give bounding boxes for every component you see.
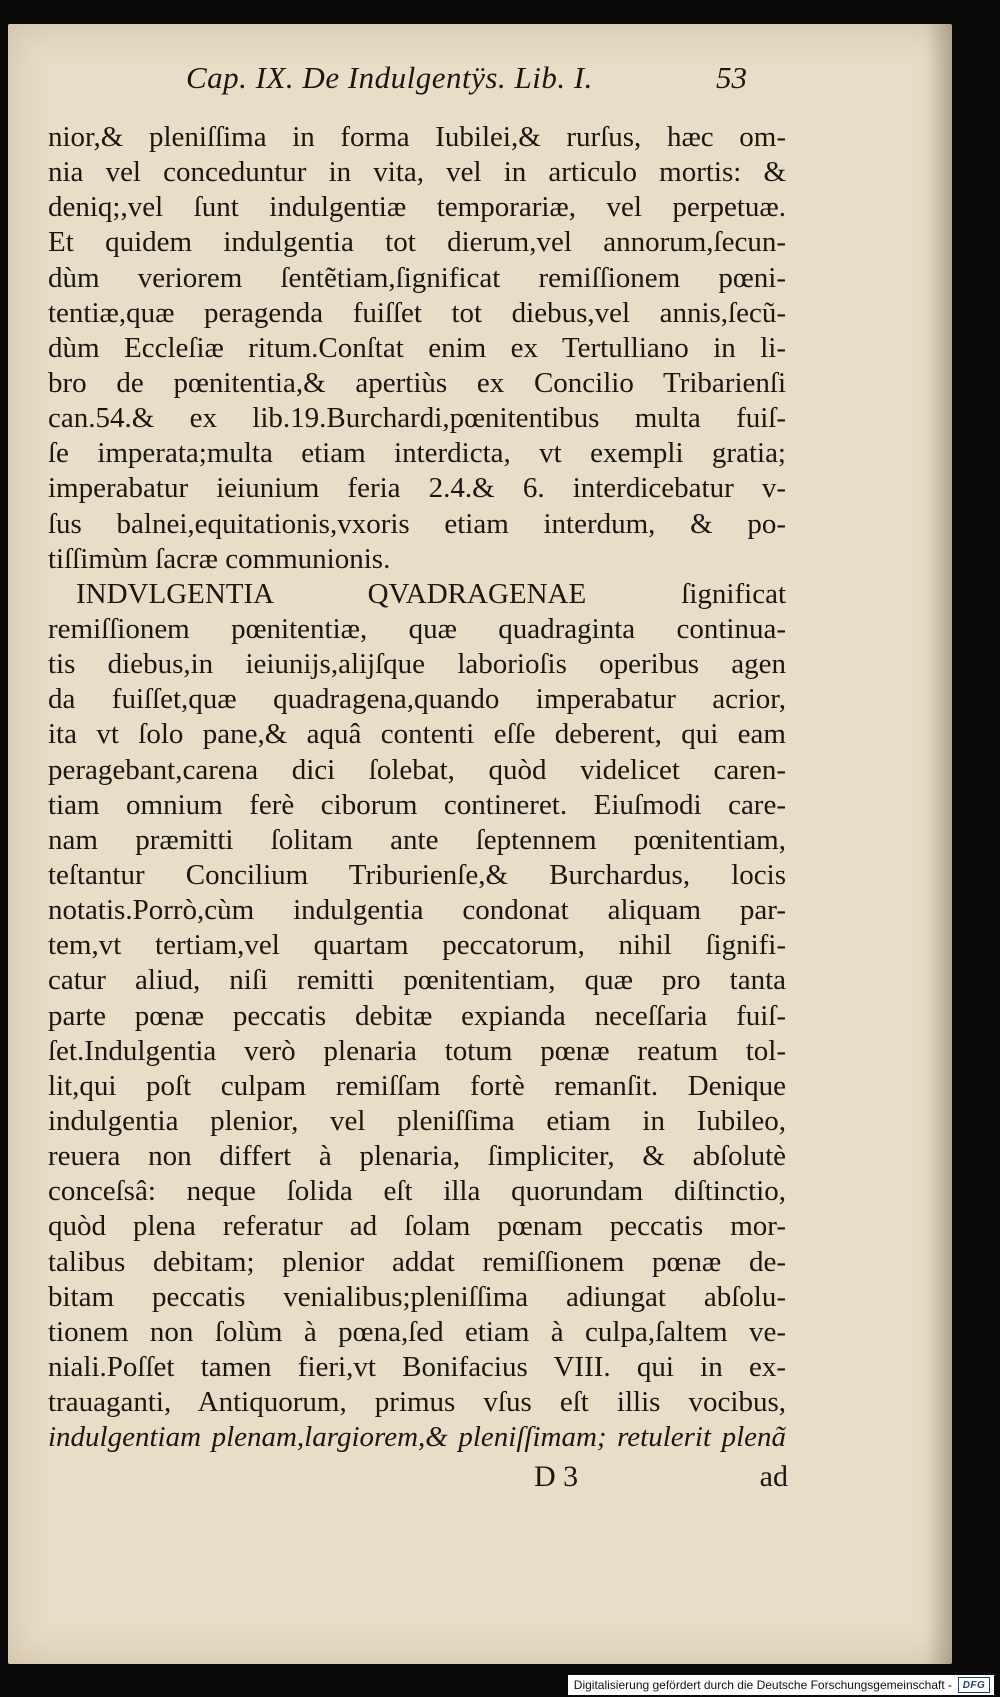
text-line: conceſsâ: neque ſolida eſt illa quorundam diſtinctio, xyxy=(48,1175,786,1208)
text-line: nam præmitti ſolitam ante ſeptennem pœnitentiam, xyxy=(48,823,786,856)
text-line: da fuiſſet,quæ quadragena,quando imperabatur acrior, xyxy=(48,683,786,716)
page-number: 53 xyxy=(716,60,747,95)
text-line: niali.Poſſet tamen fieri,vt Bonifacius VIII. qui in ex- xyxy=(48,1350,786,1383)
text-line: indulgentia plenior, vel pleniſſima etiam in Iubileo, xyxy=(48,1104,786,1137)
text-line: teſtantur Concilium Triburienſe,& Burchardus, locis xyxy=(48,858,786,891)
text-line: ſe imperata;multa etiam interdicta, vt exempli gratia; xyxy=(48,437,786,470)
catchword: ad xyxy=(759,1460,788,1493)
section-heading-line: INDVLGENTIA QVADRAGENAE ſignificat xyxy=(76,577,786,610)
text-line: bro de pœnitentia,& apertiùs ex Concilio Tribarienſi xyxy=(48,366,786,399)
text-line: imperabatur ieiunium feria 2.4.& 6. interdicebatur v- xyxy=(48,472,786,505)
dfg-logo-icon xyxy=(958,1677,990,1693)
text-line: tentiæ,quæ peragenda fuiſſet tot diebus,vel annis,ſecũ- xyxy=(48,296,786,329)
digitization-credit: Digitalisierung gefördert durch die Deutsche Forschungsgemeinschaft - xyxy=(573,1678,952,1692)
text-line: dùm Eccleſiæ ritum.Conſtat enim ex Tertulliano in li- xyxy=(48,331,786,364)
page-edge-shadow xyxy=(926,24,952,1664)
text-line: remiſſionem pœnitentiæ, quæ quadraginta continua- xyxy=(48,612,786,645)
text-line: reuera non differt à plenaria, ſimpliciter, & abſolutè xyxy=(48,1140,786,1173)
text-line: tiam omnium ferè ciborum contineret. Eiuſmodi care- xyxy=(48,788,786,821)
text-line: lit,qui poſt culpam remiſſam fortè remanſit. Denique xyxy=(48,1069,786,1102)
text-line: tionem non ſolùm à pœna,ſed etiam à culpa,ſaltem ve- xyxy=(48,1315,786,1348)
page-footer-catchline xyxy=(48,1460,788,1500)
text-line: nior,& pleniſſima in forma Iubilei,& rurſus, hæc om- xyxy=(48,121,786,153)
text-line: catur aliud, niſi remitti pœnitentiam, quæ pro tanta xyxy=(48,964,786,997)
text-line: notatis.Porrò,cùm indulgentia condonat aliquam par- xyxy=(48,894,786,927)
book-page xyxy=(8,24,952,1664)
text-line: parte pœnæ peccatis debitæ expianda neceſſaria fuiſ- xyxy=(48,999,786,1032)
gathering-signature: D 3 xyxy=(534,1460,579,1493)
text-line: bitam peccatis venialibus;pleniſſima adiungat abſolu- xyxy=(48,1280,786,1313)
text-line: can.54.& ex lib.19.Burchardi,pœnitentibus multa fuiſ- xyxy=(48,402,786,435)
text-line: trauaganti, Antiquorum, primus vſus eſt illis vocibus, xyxy=(48,1386,786,1419)
text-line: tis diebus,in ieiunijs,alijſque laborioſis operibus agen xyxy=(48,648,786,681)
text-line: Et quidem indulgentia tot dierum,vel annorum,ſecun- xyxy=(48,226,786,259)
text-line: peragebant,carena dici ſolebat, quòd videlicet caren- xyxy=(48,753,786,786)
text-line: ſet.Indulgentia verò plenaria totum pœnæ reatum tol- xyxy=(48,1034,786,1067)
dfg-logo-text: DFG xyxy=(962,1679,986,1691)
running-title: Cap. IX. De Indulgentÿs. Lib. I. xyxy=(186,60,593,95)
text-line: ſus balnei,equitationis,vxoris etiam interdum, & po- xyxy=(48,507,786,540)
text-line: dùm veriorem ſentẽtiam,ſignificat remiſſionem pœni- xyxy=(48,261,786,294)
text-line: nia vel conceduntur in vita, vel in articulo mortis: & xyxy=(48,156,786,189)
digitization-credit-bar xyxy=(568,1675,994,1695)
text-line: tem,vt tertiam,vel quartam peccatorum, nihil ſignifi- xyxy=(48,929,786,962)
text-line: tiſſimùm ſacræ communionis. xyxy=(48,542,391,575)
text-line: talibus debitam; plenior addat remiſſionem pœnæ de- xyxy=(48,1245,786,1278)
text-line: deniq;,vel ſunt indulgentiæ temporariæ, vel perpetuæ. xyxy=(48,191,786,224)
text-line: quòd plena referatur ad ſolam pœnam peccatis mor- xyxy=(48,1210,786,1243)
text-line: ita vt ſolo pane,& aquâ contenti eſſe deberent, qui eam xyxy=(48,718,786,751)
text-line-italic: indulgentiam plenam,largiorem,& pleniſſimam; retulerit plenã xyxy=(48,1421,786,1454)
body-text xyxy=(48,120,786,1455)
